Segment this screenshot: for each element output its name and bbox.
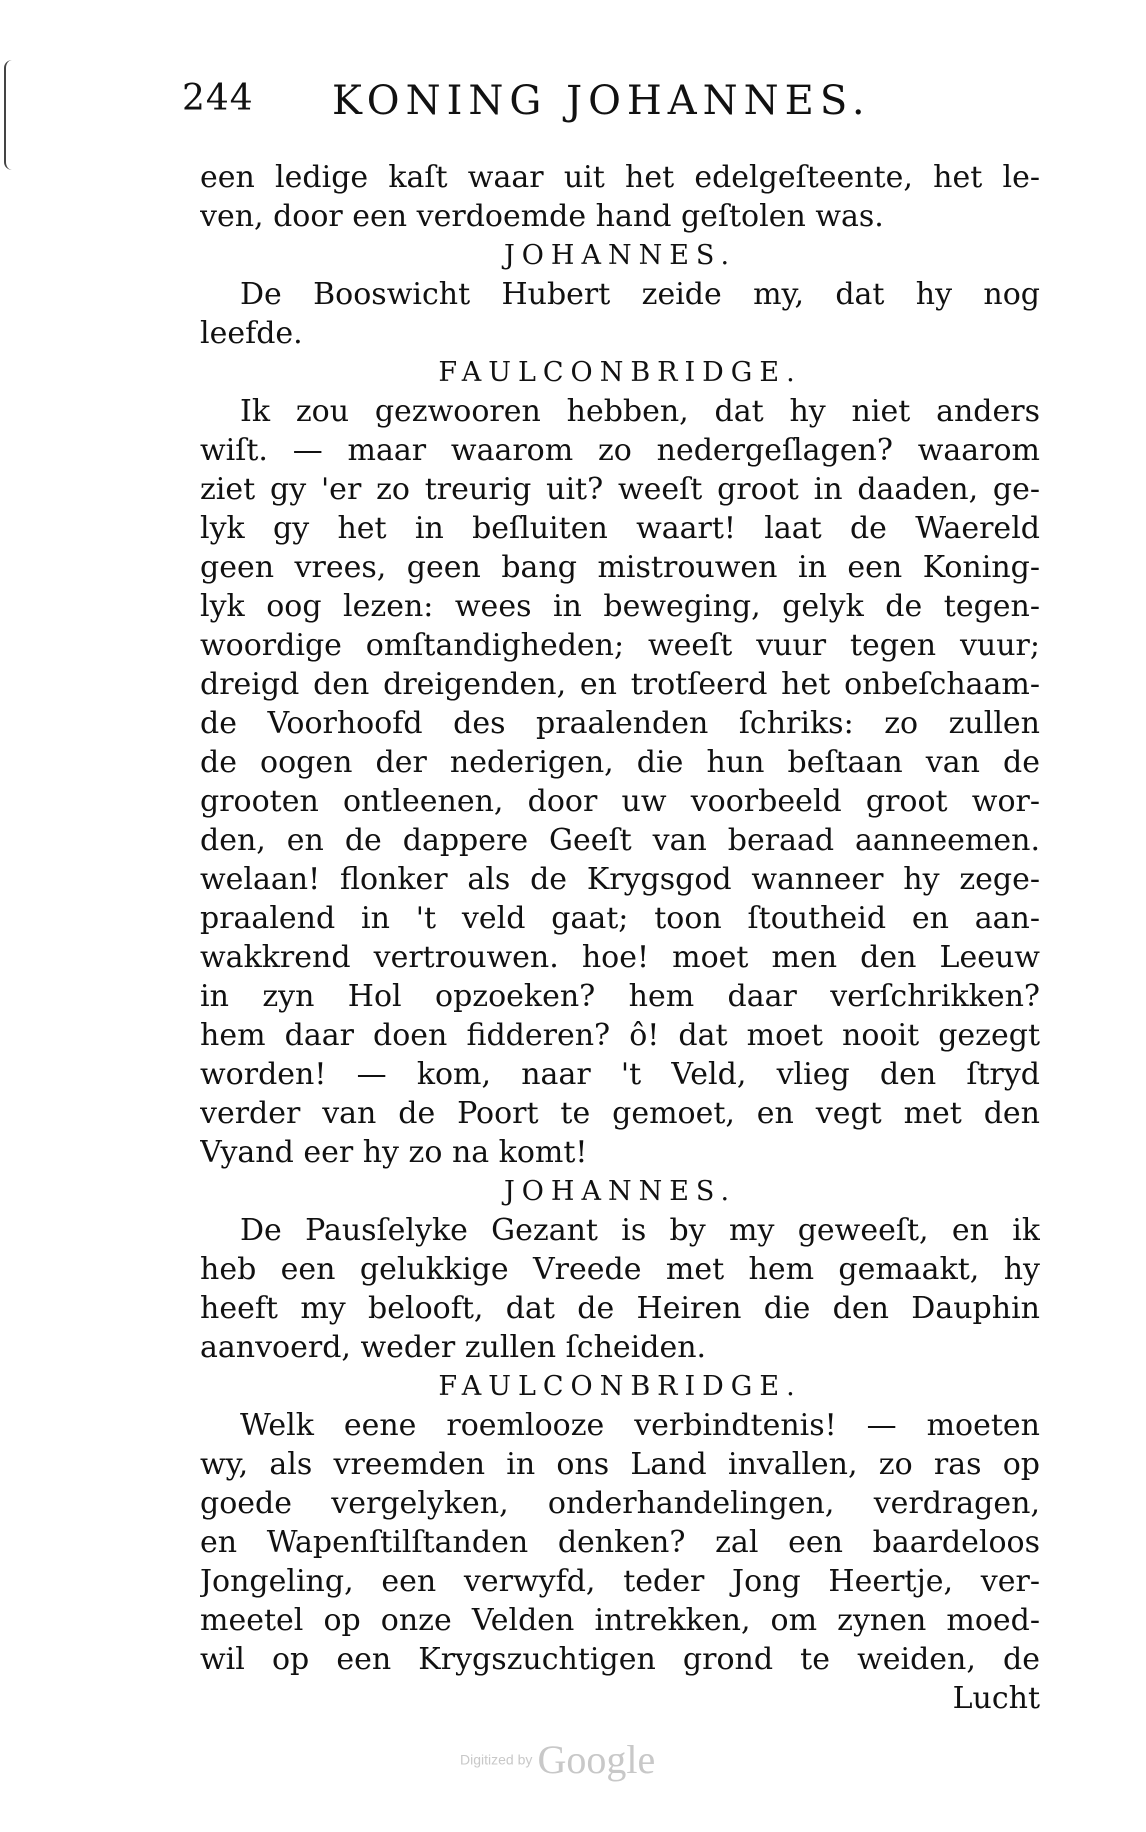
text-line: De Pausſelyke Gezant is by my geweeſt, en ik [240,1213,1040,1248]
text-line: dreigd den dreigenden, en trotſeerd het onbeſchaam- [200,667,1040,702]
text-line: de Voorhoofd des praalenden ſchriks: zo zullen [200,706,1040,741]
speaker-name: FAULCONBRIDGE. [438,1371,802,1402]
text-line: Vyand eer hy zo na komt! [200,1135,588,1170]
text-line: den, en de dappere Geeſt van beraad aanneemen. [200,823,1040,858]
text-line: ven, door een verdoemde hand geſtolen was. [200,199,884,234]
text-line: aanvoerd, weder zullen ſcheiden. [200,1330,707,1365]
catchword: Lucht [952,1681,1040,1716]
text-line: wakkrend vertrouwen. hoe! moet men den Leeuw [200,940,1040,975]
text-line: heeft my belooft, dat de Heiren die den Dauphin [200,1291,1040,1326]
text-line: goede vergelyken, onderhandelingen, verdragen, [200,1486,1040,1521]
text-line: woordige omſtandigheden; weeſt vuur tegen vuur; [200,628,1040,663]
text-line: lyk gy het in beſluiten waart! laat de Waereld [200,511,1040,546]
text-line: Jongeling, een verwyfd, teder Jong Heertje, ver- [200,1564,1040,1599]
text-line: hem daar doen fidderen? ô! dat moet nooit gezegt [200,1018,1040,1053]
speaker-name: FAULCONBRIDGE. [438,357,802,388]
text-line: een ledige kaſt waar uit het edelgeſteente, het le- [200,160,1040,195]
text-line: en Wapenſtilſtanden denken? zal een baardeloos [200,1525,1040,1560]
speaker-name: JOHANNES. [503,240,737,271]
text-line: lyk oog lezen: wees in beweging, gelyk de tegen- [200,589,1040,624]
watermark-logo: Google [537,1737,656,1782]
text-line: geen vrees, geen bang mistrouwen in een Koning- [200,550,1040,585]
text-line: verder van de Poort te gemoet, en vegt met den [200,1096,1040,1131]
text-line: wil op een Krygszuchtigen grond te weiden, de [200,1642,1040,1677]
text-line: worden! — kom, naar 't Veld, vlieg den ſtryd [200,1057,1040,1092]
text-line: meetel op onze Velden intrekken, om zynen moed- [200,1603,1040,1638]
text-line: welaan! flonker als de Krygsgod wanneer hy zege- [200,862,1040,897]
page-header [182,78,922,138]
text-line: leefde. [200,316,303,351]
text-line: heb een gelukkige Vreede met hem gemaakt, hy [200,1252,1040,1287]
text-line: De Booswicht Hubert zeide my, dat hy nog [240,277,1040,312]
text-line: Ik zou gezwooren hebben, dat hy niet anders [240,394,1040,429]
text-line: Welk eene roemlooze verbindtenis! — moeten [240,1408,1040,1443]
watermark-prefix: Digitized by [460,1751,533,1768]
body-text [200,158,1040,1718]
speaker-name: JOHANNES. [503,1176,737,1207]
page-number: 244 [182,78,254,119]
text-line: ziet gy 'er zo treurig uit? weeſt groot in daaden, ge- [200,472,1040,507]
text-line: praalend in 't veld gaat; toon ſtoutheid en aan- [200,901,1040,936]
binding-edge-mark [4,60,20,170]
text-line: wy, als vreemden in ons Land invallen, zo ras op [200,1447,1040,1482]
text-line: de oogen der nederigen, die hun beſtaan van de [200,745,1040,780]
text-line: wiſt. — maar waarom zo nedergeſlagen? waarom [200,433,1040,468]
running-title: KONING JOHANNES. [332,78,871,124]
text-line: grooten ontleenen, door uw voorbeeld groot wor- [200,784,1040,819]
text-line: in zyn Hol opzoeken? hem daar verſchrikken? [200,979,1040,1014]
digitization-watermark [460,1736,720,1786]
